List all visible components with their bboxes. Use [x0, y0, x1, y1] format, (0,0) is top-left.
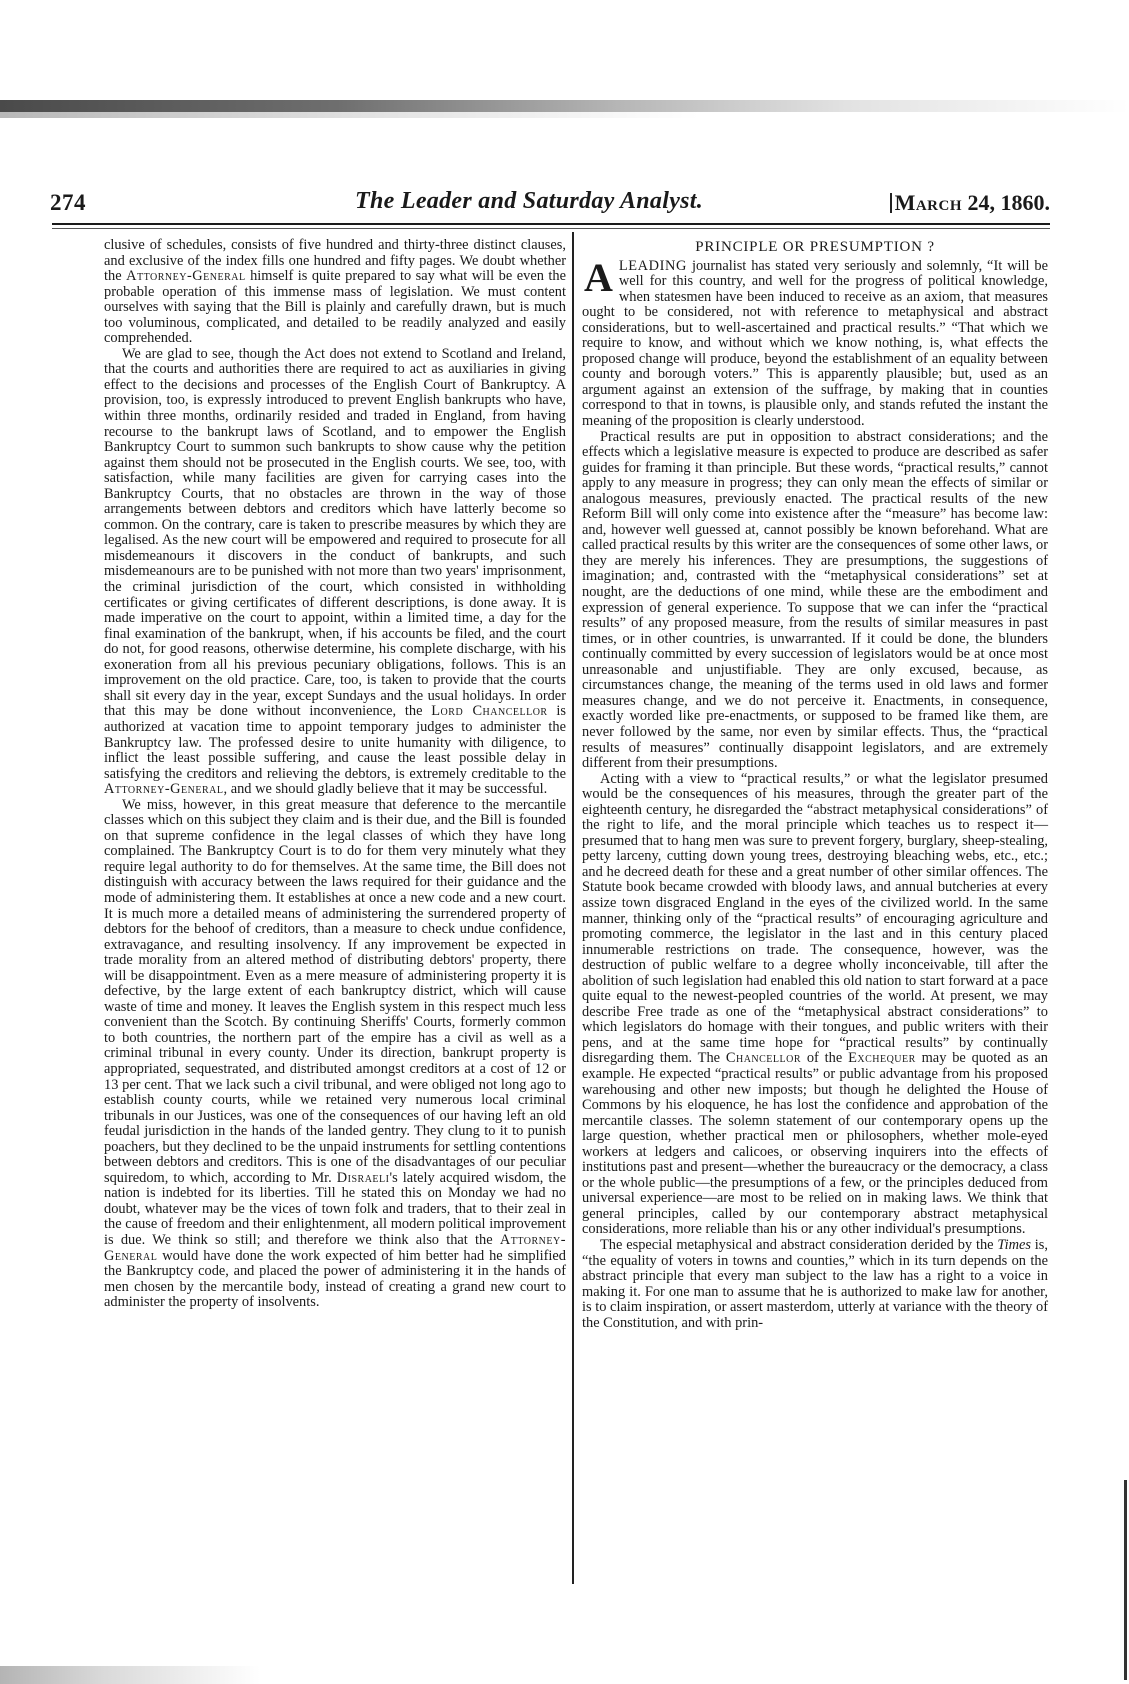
small-caps-name: Attorney-General [104, 1232, 566, 1264]
paragraph: We are glad to see, though the Act does not extend to Scotland and Ireland, that the courts and authorities there are required to act as auxiliaries in giving effect to the decisions and processes of the English Court of Bankruptcy. A provision, too, is expressly introduced to prevent English bankrupts who have, within three months, ordinarily resided and traded in England, from having recourse to the bankrupt laws of Scotland, and to empower the English Bankruptcy Court to summon such bankrupts to show cause why the petition against them should not be prosecuted in the English courts. We see, too, with satisfaction, while many facilities are given for carrying cases into the Bankruptcy Courts, that no obstacles are thrown in the way of those arrangements between debtors and creditors which have latterly become so common. On the contrary, care is taken to prescribe measures by which they are legalised. As the new court will be empowered and required to prosecute for all misdemeanours it discovers in the conduct of bankrupts, and such misdemeanours are to be punished with not more than two years' imprisonment, the criminal jurisdiction of the court, which consisted in withholding certificates or giving certificates of different descriptions, is done away. It is made imperative on the court to appoint, within a limited time, a day for the final examination of the bankrupt, when, if his accounts be filed, and the court do not, for good reasons, otherwise determine, his complete discharge, with his exoneration from all his previous pecuniary obligations, follows. This is an improvement on the old practice. Care, too, is taken to provide that the courts shall sit every day in the year, except Sundays and the usual holidays. In order that this may be done without inconvenience, the Lord Chancellor is authorized at vacation time to appoint temporary judges to administer the Bankruptcy law. The professed desire to unite humanity with diligence, to inflict the least possible suffering, and cause the least possible delay in satisfying the creditors and relieving the debtors, is extremely creditable to the Attorney-General, and we should gladly believe that it may be successful. [104, 345, 566, 798]
scan-edge-top-shadow [0, 112, 700, 118]
lead-word: LEADING [618, 257, 688, 274]
small-caps-name: Exchequer [848, 1050, 916, 1067]
paragraph: Acting with a view to “practical results,” or what the legislator presumed would be the consequences of his measures, through the greater part of the eighteenth century, he disregarded the “abstract metaphysical considerations” of the right to life, and the moral principle which teaches us to respect it—presumed that to hang men was sure to prevent forgery, burglary, sheep-stealing, petty larceny, cutting down young trees, destroying bleaching webs, etc., etc.; and he decreed death for these and a great number of other similar offences. The Statute book became crowded with bloody laws, and annual butcheries at every assize town disgraced England in the eyes of the civilized world. In the same manner, thinking only of the “practical results” of encouraging agriculture and promoting commerce, the legislator in the last and in this century placed innumerable restrictions on trade. The consequence, however, was the destruction of public welfare to a degree wholly inconceivable, till after the abolition of such legislation had enabled this old nation to start forward at a pace quite equal to the newest-peopled countries of the world. At present, we may describe Free trade as one of the “metaphysical abstract considerations” to which legislators do homage with their tongues, and public writers with their pens, and at the same time hope for “practical results” by continually disregarding them. The Chancellor of the Exchequer may be quoted as an example. He expected “practical results” or public advantage from his proposed warehousing and other new imposts; but though he delighted the House of Commons by his eloquence, he has lost the confidence and approbation of the mercantile classes. The solemn statement of our contemporary opens up the large question, whether practical men or philosophers, whether mole-eyed workers at ledgers and calicoes, or observing inquirers into the effects of institutions past and present—whether the bureaucracy or the democracy, a class or the whole public—the presumptions of a few, or the principles deduced from universal experience—are most to be relied on in making laws. We think that general principles, called by our contemporary abstract metaphysical considerations, more reliable than his or any other individual's presumptions. [582, 770, 1048, 1238]
scan-edge-top [0, 100, 1129, 112]
issue-date [890, 190, 1050, 216]
scan-edge-bottom [0, 1666, 260, 1684]
column-divider [572, 232, 574, 1584]
article-body [582, 254, 1049, 1332]
scan-edge-right [1124, 1480, 1127, 1680]
drop-cap: A [584, 254, 613, 300]
paragraph: Practical results are put in opposition to abstract considerations; and the effects which a legislative measure is expected to produce are described as safer guides for framing it than principle. But these words, “practical results,” cannot apply to any measure in progress; they can only mean the effects of similar or analogous measures, previously enacted. The practical results of the new Reform Bill will only come into existence after the “measure” has become law: and, however well guessed at, cannot possibly be known beforehand. What are called practical results by this writer are the consequences of some other laws, or they are merely his inferences. They are presumptions, the suggestions of imagination; and, contrasted with the “metaphysical considerations” set at nought, are the deductions of one mind, while these are the embodiment and expression of general experience. To suppose that we can infer the “practical results” of any proposed measure, from the results of similar measures in past times, or in other countries, is unwarranted. If it could be done, the blunders continually committed by every succession of legislators would be at once most unreasonable and unjustifiable. They are only excused, because, as circumstances change, the meaning of the terms used in old laws and former measures change, and we do not perceive it. Enactments, in consequence, exactly worded like pre-enactments, or supposed to be framed like them, are never followed by the same, nor even by similar effects. Thus, the “practical results of measures” continually disappoint legislators, and are extremely different from their presumptions. [582, 428, 1048, 772]
article-title: PRINCIPLE OR PRESUMPTION ? [695, 239, 935, 255]
issue-date-rest: 24, 1860. [962, 190, 1050, 215]
left-column-body [104, 238, 566, 1311]
right-column-article [582, 238, 1048, 1331]
header-rule-thick [52, 223, 1050, 225]
paragraph: We miss, however, in this great measure that deference to the mercantile classes which on this subject they claim and is their due, and the Bill is founded on that supreme confidence in the legal classes of which they have long complained. The Bankruptcy Court is to do for them very minutely what they require legal authority to do for themselves. At the same time, the Bill does not distinguish with accuracy between the laws required for their guidance and the mode of administering them. It establishes at once a new code and a new court. It is much more a detailed means of administering the surrendered property of debtors for the behoof of creditors, than a measure to check undue confidence, extravagance, and resulting insolvency. If any improvement be expected in trade morality from an altered method of distributing debtors' property, there will be disappointment. Even as a mere measure of administering property it is defective, by the large extent of each bankruptcy district, which will cause waste of time and money. It leaves the English system in this respect much less convenient than the Scotch. By continuing Sheriffs' Courts, formerly common to both countries, the northern part of the empire has a civil as well as a criminal tribunal in every county. Under its direction, bankrupt property is appropriated, sequestrated, and distributed amongst creditors at a cost of 12 or 13 per cent. That we lack such a civil tribunal, and were obliged not long ago to establish county courts, while we retained very numerous local criminal tribunals in our Justices, was one of the consequences of our having left an old feudal jurisdiction in the hands of the landed gentry. They clung to it to punish poachers, but they declined to be the unpaid instruments for settling contentions between debtors and creditors. This is one of the disadvantages of our peculiar squiredom, to which, according to Mr. Disraeli's lately acquired wisdom, the nation is indebted for its liberties. Till he stated this on Monday we had no doubt, whatever may be the vices of town folk and traders, that to their zeal in the cause of freedom and their enlightenment, all modern political improvement is due. We think so still; and therefore we think also that the Attorney-General would have done the work expected of him better had he simplified the Bankruptcy code, and placed the power of administering it in the hands of men chosen by the mercantile body, instead of creating a grand new court to administer the property of insolvents. [104, 796, 567, 1311]
small-caps-name: Attorney-General [104, 781, 224, 798]
left-column-article [104, 238, 566, 1311]
small-caps-name: Lord Chancellor [431, 703, 548, 720]
right-column-body [582, 254, 1049, 1332]
date-bar [890, 193, 892, 213]
small-caps-name: Disraeli [336, 1169, 390, 1186]
header-rule-thin [52, 228, 1050, 229]
small-caps-name: Chancellor [725, 1050, 802, 1067]
paragraph: clusive of schedules, consists of five hundred and thirty-three distinct clauses, and exclusive of the index fills one hundred and fifty pages. We doubt whether the Attorney-General himself is quite prepared to say what will be even the probable operation of this immense mass of legislation. We must content ourselves with saying that the Bill is plainly and carefully drawn, but is much too voluminous, complicated, and detailed to be readily analyzed and easily comprehended. [104, 237, 566, 347]
paragraph: LEADING journalist has stated very seriously and solemnly, “It will be well for this country, and well for the progress of political knowledge, when statesmen have been induced to receive as an axiom, that measures ought to be considered, not with reference to metaphysical and abstract considerations, but to well-ascertained and practical results.” “That which we require to know, and without which we know nothing, is, what effects the proposed change will produce, beyond the establishment of an equality between county and borough voters.” This is apparently plausible; but, used as an argument against an extension of the suffrage, by making that in counties correspond to that in towns, is plausible only, and stands refuted the instant the meaning of the proposition is clearly understood. [582, 257, 1048, 430]
page-number: 274 [50, 190, 86, 215]
italic-title: Times [997, 1237, 1031, 1253]
issue-date-month: March [894, 190, 962, 215]
small-caps-name: Attorney-General [126, 268, 246, 285]
masthead [50, 190, 1050, 220]
journal-title: The Leader and Saturday Analyst. [355, 188, 704, 214]
paragraph: The especial metaphysical and abstract consideration derided by the Times is, “the equality of voters in towns and counties,” which in its turn depends on the abstract principle that every man subject to the law has a right to a voice in making it. For one man to assume that he is authorized to make law for another, is to claim inspiration, or assert masterdom, utterly at variance with the theory of the Constitution, and with prin- [582, 1237, 1049, 1331]
